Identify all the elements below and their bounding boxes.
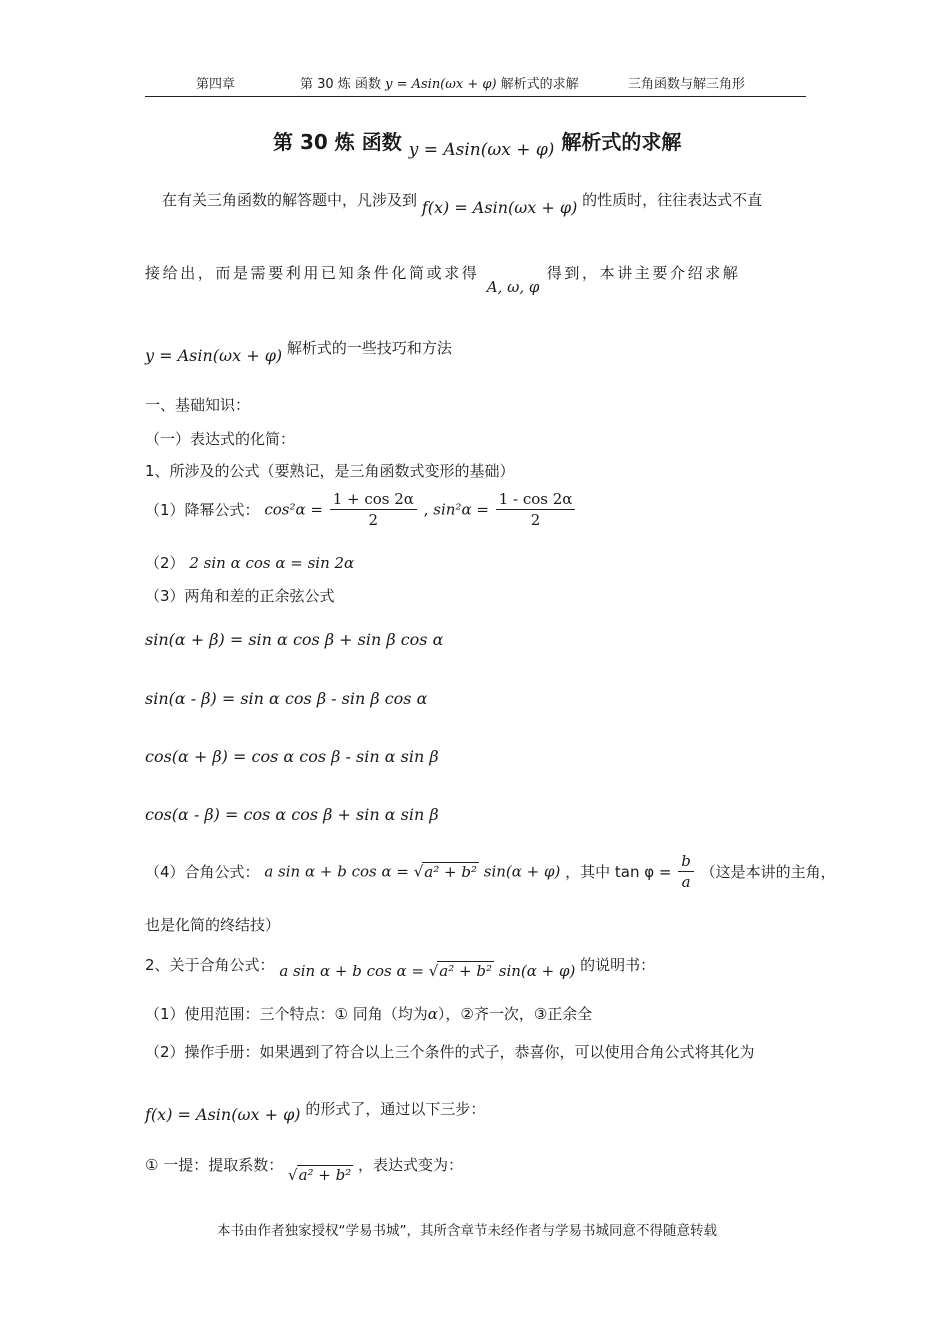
usage-scope: （1）使用范围：三个特点：① 同角（均为α），②齐一次，③正余全 [145,1005,593,1023]
header-lesson: 第 30 炼 函数 y = Asin(ωx + φ) 解析式的求解 [300,77,579,92]
operation-manual-line-2: f(x) = Asin(ωx + φ) 的形式了，通过以下三步： [145,1100,486,1124]
sum-difference-heading: （3）两角和差的正余弦公式 [145,587,335,605]
intro-line-1: 在有关三角函数的解答题中，凡涉及到 f(x) = Asin(ωx + φ) 的性质时，往往表达式不直 [162,191,763,217]
power-reduction-formula: （1）降幂公式： cos²α = $\frac{1 + \cos 2\alpha}{2}$ , sin²α = $\frac{1 - \cos 2\alpha}{2}$ [145,490,577,529]
header-chapter: 第四章 [196,77,236,92]
sqrt-symbol: √ [413,862,424,881]
header-rule [145,96,806,97]
footer-copyright: 本书由作者独家授权“学易书城”，其所含章节未经作者与学易书城同意不得随意转载 [217,1223,717,1239]
auxiliary-angle-note: 也是化简的终结技） [145,916,281,934]
item-2-heading: 2、关于合角公式： a sin α + b cos α = √a² + b² sin(α + φ) 的说明书： [145,956,656,980]
header-topic: 三角函数与解三角形 [628,77,746,92]
cos-fraction: $\frac{1 + \cos 2\alpha}{2}$ [330,490,417,529]
identity-sin-diff: sin(α - β) = sin α cos β - sin β cos α [145,689,428,708]
auxiliary-angle-formula: （4）合角公式： a sin α + b cos α = √a² + b² sin(α + φ) ，其中 tan φ = $\frac{b}{a}$ （这是本讲的主角， [145,852,836,891]
identity-cos-diff: cos(α - β) = cos α cos β + sin α sin β [145,805,439,824]
step-1: ① 一提：提取系数： √a² + b² ，表达式变为： [145,1156,464,1184]
identity-sin-sum: sin(α + β) = sin α cos β + sin β cos α [145,630,444,649]
double-angle-formula: （2） 2 sin α cos α = sin 2α [145,554,355,572]
section-heading: 一、基础知识： [145,396,251,414]
sin-fraction: $\frac{1 - \cos 2\alpha}{2}$ [496,490,576,529]
intro-line-3: y = Asin(ωx + φ) 解析式的一些技巧和方法 [145,339,452,365]
intro-line-2: 接给出，而是需要利用已知条件化简或求得 A, ω, φ 得到，本讲主要介绍求解 [145,264,741,296]
operation-manual-line-1: （2）操作手册：如果遇到了符合以上三个条件的式子，恭喜你，可以使用合角公式将其化为 [145,1043,755,1061]
identity-cos-sum: cos(α + β) = cos α cos β - sin α sin β [145,747,439,766]
subsection-heading: （一）表达式的化简： [145,430,296,448]
page-title: 第 30 炼 函数 $_{y = Asin(\omega x + \varphi)}$ 解析式的求解 [273,130,682,160]
tan-fraction: $\frac{b}{a}$ [678,852,694,891]
item-1-heading: 1、所涉及的公式（要熟记，是三角函数式变形的基础） [145,462,515,480]
